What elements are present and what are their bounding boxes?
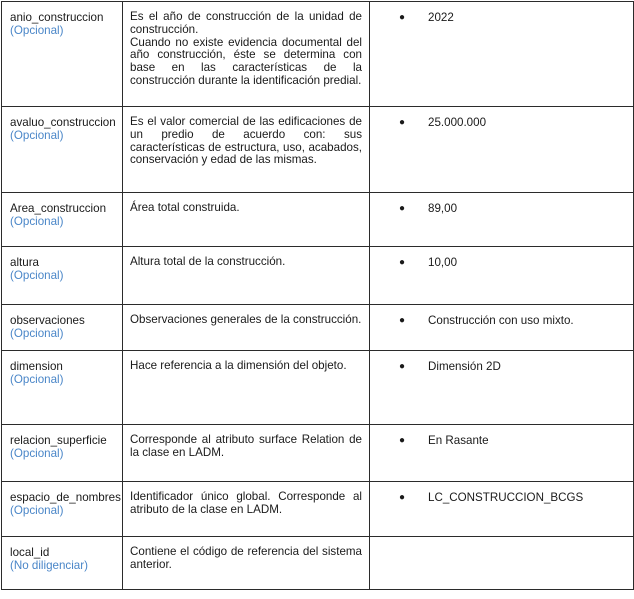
attribute-description: Hace referencia a la dimensión del objeto. xyxy=(130,359,347,372)
bullet-icon: ● xyxy=(399,315,406,326)
attribute-description-cell xyxy=(123,537,370,590)
attribute-description: Área total construida. xyxy=(130,201,240,214)
attribute-value-cell xyxy=(370,351,634,425)
bullet-icon: ● xyxy=(399,435,406,446)
attribute-value: Dimensión 2D xyxy=(428,360,501,373)
attribute-description: Es el valor comercial de las edificaciones de un predio de acuerdo con: sus características de estructura, uso, acabados, conservación y edad de las mismas. xyxy=(130,115,362,167)
attribute-optionality: (Opcional) xyxy=(10,327,64,340)
attribute-description-cell xyxy=(123,193,370,247)
table-row xyxy=(2,482,634,537)
attribute-value-cell xyxy=(370,537,634,590)
attribute-description: Altura total de la construcción. xyxy=(130,255,286,268)
attribute-description-cell xyxy=(123,351,370,425)
attribute-value: 89,00 xyxy=(428,202,458,215)
attribute-description-cell xyxy=(123,247,370,305)
attribute-description-cell xyxy=(123,2,370,107)
attribute-name: Area_construccion xyxy=(10,202,107,215)
attribute-name: local_id xyxy=(10,546,50,559)
attribute-name: anio_construccion xyxy=(10,11,104,24)
attribute-value: 2022 xyxy=(428,11,454,24)
attribute-description-cell xyxy=(123,305,370,351)
attribute-name-cell xyxy=(2,193,123,247)
attribute-description-cell xyxy=(123,482,370,537)
attribute-description: Contiene el código de referencia del sistema anterior. xyxy=(130,545,362,571)
attribute-description: Observaciones generales de la construcción. xyxy=(130,313,362,326)
table-row xyxy=(2,425,634,482)
attribute-optionality: (Opcional) xyxy=(10,373,64,386)
attribute-name: relacion_superficie xyxy=(10,434,107,447)
attribute-value-cell xyxy=(370,247,634,305)
bullet-icon: ● xyxy=(399,203,406,214)
attribute-value-cell xyxy=(370,425,634,482)
table-row xyxy=(2,107,634,193)
attribute-optionality: (Opcional) xyxy=(10,24,64,37)
bullet-icon: ● xyxy=(399,12,406,23)
attribute-description: Corresponde al atributo surface Relation de la clase en LADM. xyxy=(130,433,362,459)
attribute-optionality: (Opcional) xyxy=(10,129,64,142)
attribute-name: altura xyxy=(10,256,40,269)
attribute-rows xyxy=(2,2,634,590)
attribute-name: espacio_de_nombres xyxy=(10,491,121,504)
attribute-name-cell xyxy=(2,482,123,537)
table-row xyxy=(2,247,634,305)
attribute-name-cell xyxy=(2,425,123,482)
table-row xyxy=(2,2,634,107)
table-row xyxy=(2,537,634,590)
attribute-optionality: (Opcional) xyxy=(10,447,64,460)
table-row xyxy=(2,305,634,351)
attribute-name-cell xyxy=(2,537,123,590)
bullet-icon: ● xyxy=(399,492,406,503)
attribute-value-cell xyxy=(370,2,634,107)
attribute-name-cell xyxy=(2,107,123,193)
table-row xyxy=(2,193,634,247)
attribute-name-cell xyxy=(2,2,123,107)
attribute-name-cell xyxy=(2,247,123,305)
attribute-value: En Rasante xyxy=(428,434,489,447)
attribute-value: LC_CONSTRUCCION_BCGS xyxy=(428,491,584,504)
attribute-name: avaluo_construccion xyxy=(10,116,116,129)
attribute-description-cell xyxy=(123,107,370,193)
attribute-optionality: (Opcional) xyxy=(10,504,64,517)
attribute-optionality: (No diligenciar) xyxy=(10,559,88,572)
attribute-description-cell xyxy=(123,425,370,482)
attribute-value: 10,00 xyxy=(428,256,458,269)
table-row xyxy=(2,351,634,425)
bullet-icon: ● xyxy=(399,361,406,372)
attribute-optionality: (Opcional) xyxy=(10,269,64,282)
attribute-name: dimension xyxy=(10,360,63,373)
attribute-optionality: (Opcional) xyxy=(10,215,64,228)
attribute-value-cell xyxy=(370,482,634,537)
attribute-value-cell xyxy=(370,305,634,351)
attribute-value-cell xyxy=(370,107,634,193)
attribute-table xyxy=(1,1,634,590)
attribute-name-cell xyxy=(2,305,123,351)
attribute-value-cell xyxy=(370,193,634,247)
attribute-value: 25.000.000 xyxy=(428,116,487,129)
attribute-description: Identificador único global. Corresponde al atributo de la clase en LADM. xyxy=(130,490,362,516)
bullet-icon: ● xyxy=(399,117,406,128)
attribute-name-cell xyxy=(2,351,123,425)
bullet-icon: ● xyxy=(399,257,406,268)
attribute-description: Es el año de construcción de la unidad de construcción. Cuando no existe evidencia documental del año construcción, éste se determina con base en las características de la construcción durante la identificación predial. xyxy=(130,10,362,87)
attribute-name: observaciones xyxy=(10,314,85,327)
attribute-value: Construcción con uso mixto. xyxy=(428,314,574,327)
